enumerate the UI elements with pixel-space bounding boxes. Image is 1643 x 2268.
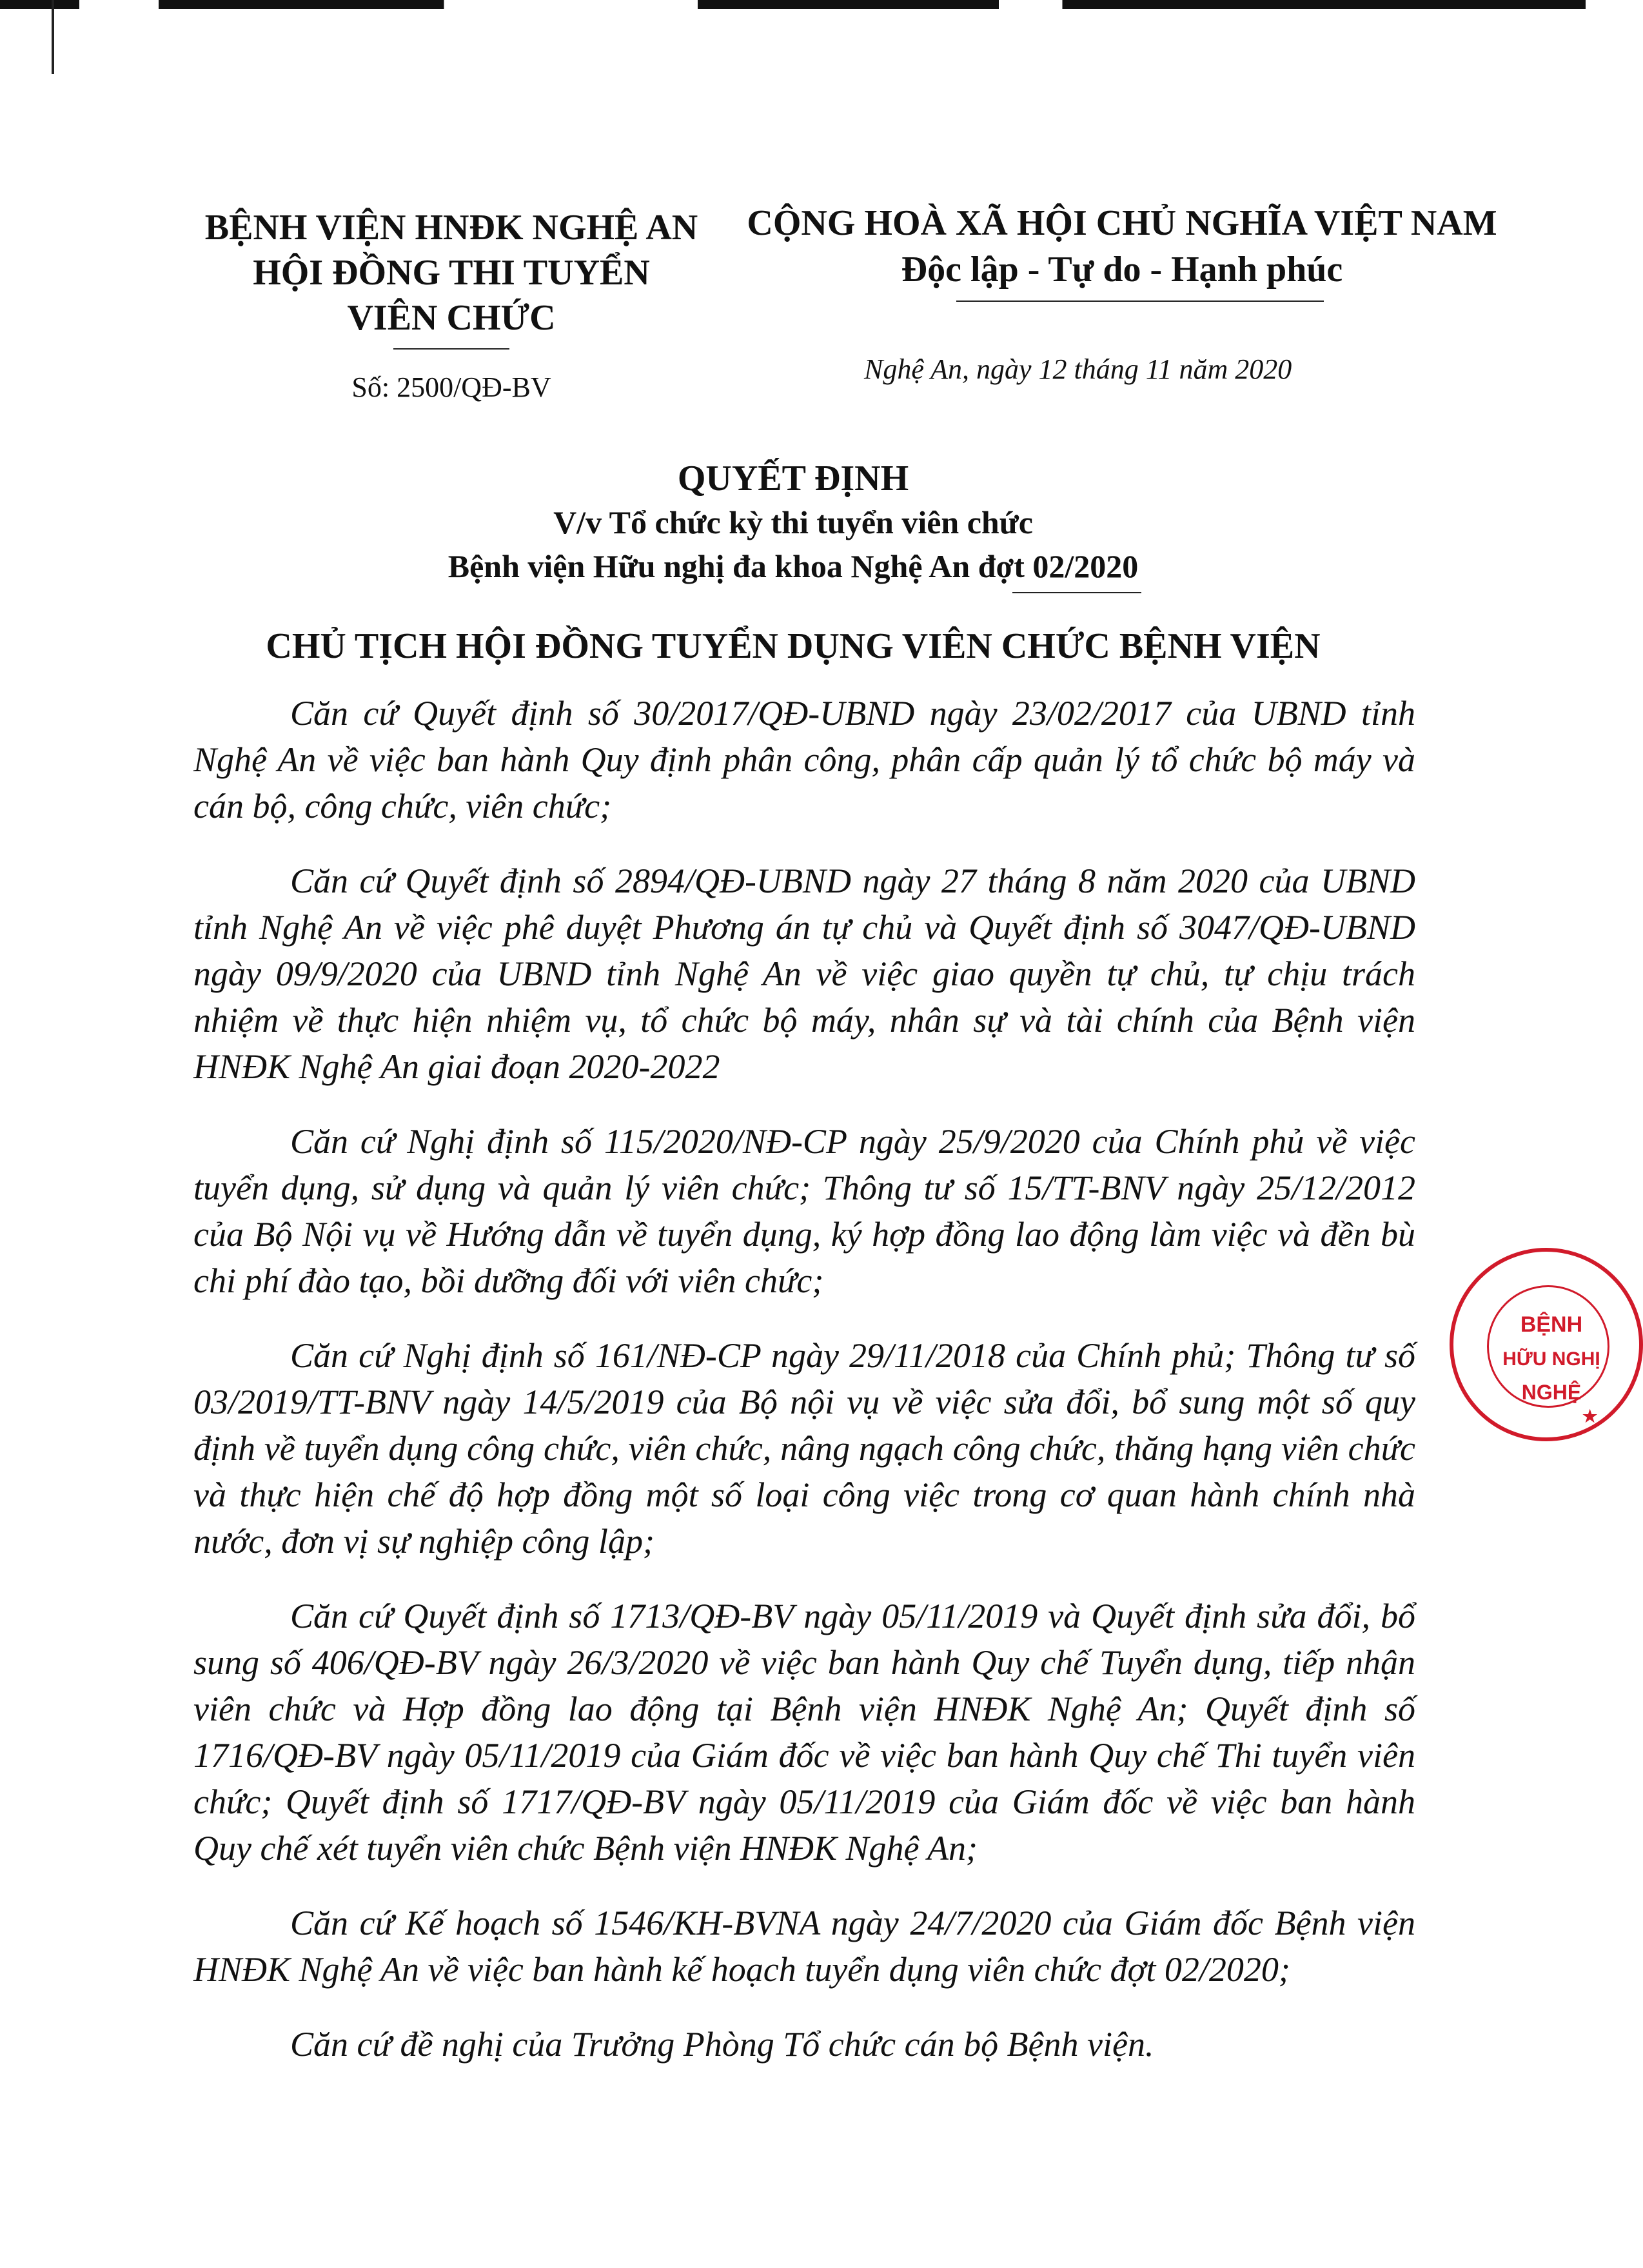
scan-margin-mark xyxy=(52,0,54,74)
authority-heading: CHỦ TỊCH HỘI ĐỒNG TUYỂN DỤNG VIÊN CHỨC BỆNH VIỆN xyxy=(266,626,1321,666)
seal-star-icon: ★ xyxy=(1582,1406,1598,1426)
title-subject-2: Bệnh viện Hữu nghị đa khoa Nghệ An đợt 02/2020 xyxy=(448,548,1139,584)
legal-basis-paragraph: Căn cứ Nghị định số 115/2020/NĐ-CP ngày 25/9/2020 của Chính phủ về việc tuyển dụng, sử dụng và quản lý viên chức; Thông tư số 15/TT-BNV ngày 25/12/2012 của Bộ Nội vụ về Hướng dẫn về tuyển dụng, ký hợp đồng lao động làm việc và đền bù chi phí đào tạo, bồi dưỡng đối với viên chức; xyxy=(193,1122,1415,1300)
legal-basis-paragraph: Căn cứ Nghị định số 161/NĐ-CP ngày 29/11/2018 của Chính phủ; Thông tư số 03/2019/TT-BNV ngày 14/5/2019 của Bộ nội vụ về việc sửa đổi, bổ sung một số quy định về tuyển dụng công chức, viên chức, nâng ngạch công chức, thăng hạng viên chức và thực hiện chế độ hợp đồng một số loại công việc trong cơ quan hành chính nhà nước, đơn vị sự nghiệp công lập; xyxy=(193,1336,1415,1561)
title-main: QUYẾT ĐỊNH xyxy=(677,459,909,498)
title-underline xyxy=(1012,592,1141,593)
place-and-date: Nghệ An, ngày 12 tháng 11 năm 2020 xyxy=(864,353,1292,385)
legal-basis-paragraph: Căn cứ Kế hoạch số 1546/KH-BVNA ngày 24/7/2020 của Giám đốc Bệnh viện HNĐK Nghệ An về việc ban hành kế hoạch tuyển dụng viên chức đợt 02/2020; xyxy=(193,1904,1415,1989)
legal-basis-paragraph: Căn cứ Quyết định số 1713/QĐ-BV ngày 05/11/2019 và Quyết định sửa đổi, bổ sung số 406/QĐ-BV ngày 26/3/2020 về việc ban hành Quy chế Tuyển dụng, tiếp nhận viên chức và Hợp đồng lao động tại Bệnh viện HNĐK Nghệ An; Quyết định số 1716/QĐ-BV ngày 05/11/2019 của Giám đốc về việc ban hành Quy chế Thi tuyển viên chức; Quyết định số 1717/QĐ-BV ngày 05/11/2019 của Giám đốc về việc ban hành Quy chế xét tuyển viên chức Bệnh viện HNĐK Nghệ An; xyxy=(193,1597,1415,1868)
issuing-organization xyxy=(193,205,709,350)
org-line-2: HỘI ĐỒNG THI TUYỂN xyxy=(253,253,650,293)
org-line-3: VIÊN CHỨC xyxy=(347,298,556,338)
legal-basis-paragraph: Căn cứ Quyết định số 2894/QĐ-UBND ngày 27 tháng 8 năm 2020 của UBND tỉnh Nghệ An về việc phê duyệt Phương án tự chủ và Quyết định số 3047/QĐ-UBND ngày 09/9/2020 của UBND tỉnh Nghệ An về việc giao quyền tự chủ, tự chịu trách nhiệm về thực hiện nhiệm vụ, tổ chức bộ máy, nhân sự và tài chính của Bệnh viện HNĐK Nghệ An giai đoạn 2020-2022 xyxy=(193,862,1415,1086)
document-title xyxy=(193,457,1393,593)
legal-basis-paragraph: Căn cứ Quyết định số 30/2017/QĐ-UBND ngày 23/02/2017 của UBND tỉnh Nghệ An về việc ban hành Quy định phân công, phân cấp quản lý tổ chức bộ máy và cán bộ, công chức, viên chức; xyxy=(193,694,1415,825)
seal-text-2: HỮU NGHỊ xyxy=(1502,1348,1600,1370)
national-heading xyxy=(722,200,1522,302)
document-body xyxy=(193,690,1415,2096)
org-underline xyxy=(393,348,509,350)
document-number: Số: 2500/QĐ-BV xyxy=(351,371,551,403)
seal-text-3: NGHỆ xyxy=(1521,1381,1582,1404)
country-name: CỘNG HOÀ XÃ HỘI CHỦ NGHĨA VIỆT NAM xyxy=(747,203,1497,243)
seal-text-1: BỆNH xyxy=(1520,1312,1583,1337)
national-motto: Độc lập - Tự do - Hạnh phúc xyxy=(901,250,1343,290)
motto-underline xyxy=(956,301,1324,302)
official-seal xyxy=(1450,1248,1643,1441)
legal-basis-paragraph: Căn cứ đề nghị của Trưởng Phòng Tổ chức cán bộ Bệnh viện. xyxy=(290,2025,1154,2064)
title-subject-1: V/v Tổ chức kỳ thi tuyển viên chức xyxy=(553,504,1033,540)
scan-top-edge xyxy=(0,0,1586,9)
org-line-1: BỆNH VIỆN HNĐK NGHỆ AN xyxy=(204,208,698,248)
